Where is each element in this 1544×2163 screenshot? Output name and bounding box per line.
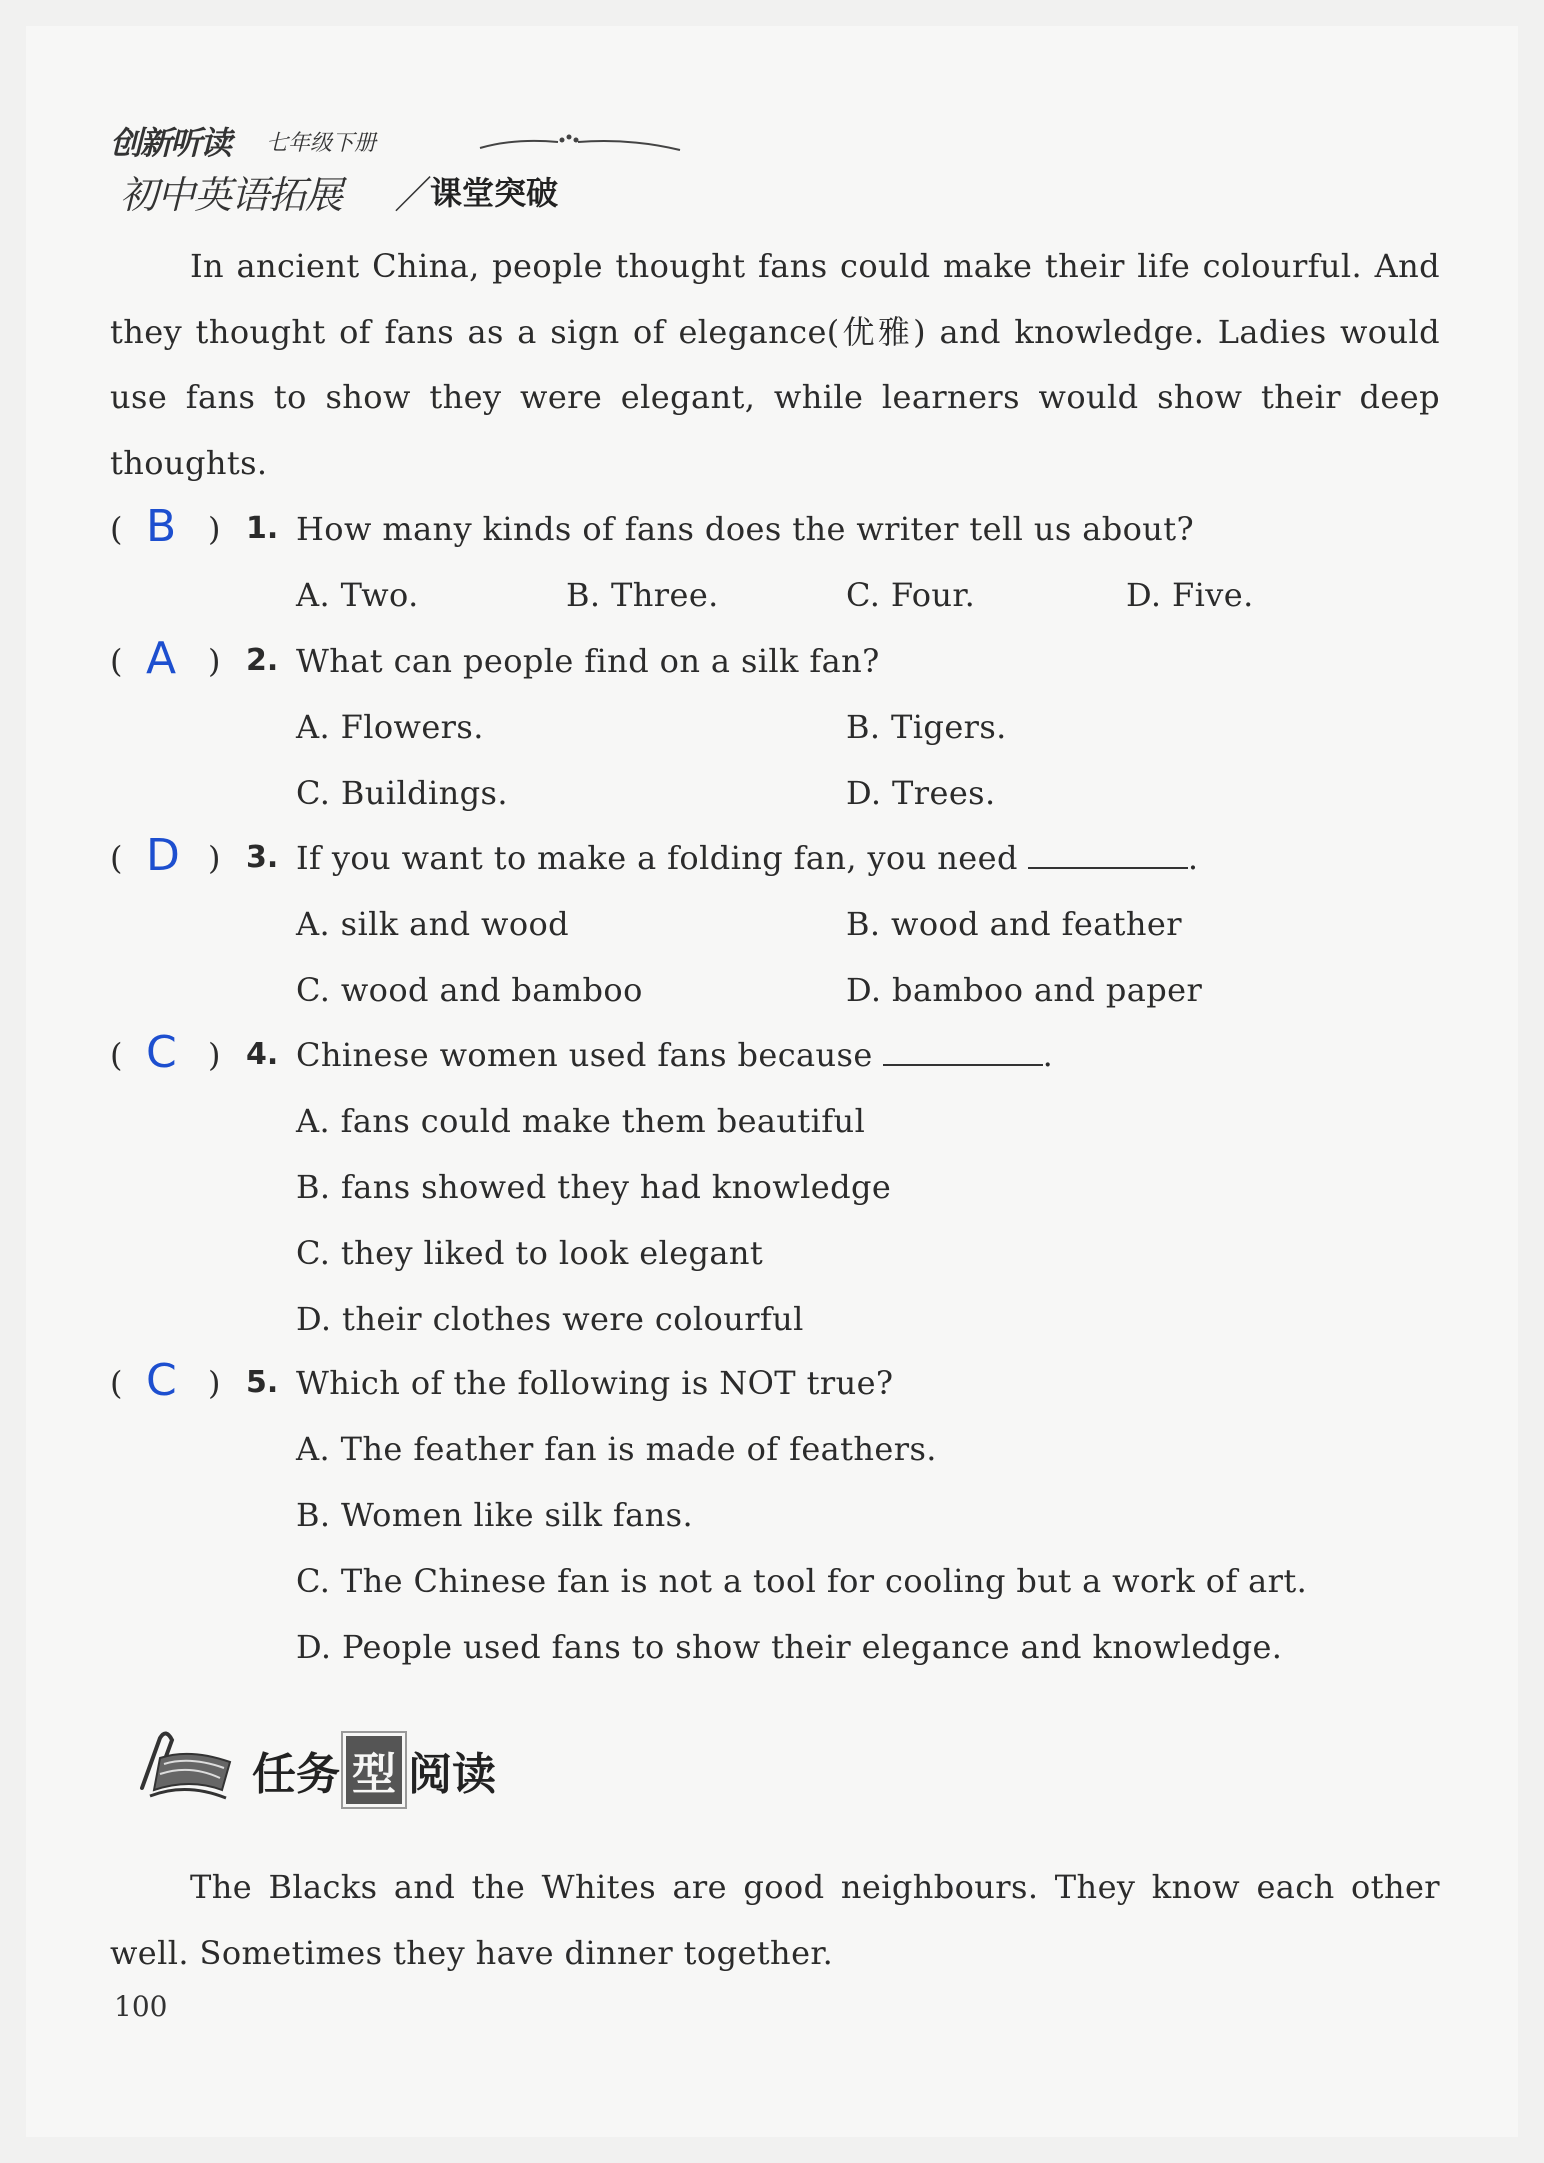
option-b: B. Tigers.	[846, 708, 1007, 746]
answer-paren-close: )	[208, 1364, 221, 1402]
question-stem: Which of the following is NOT true?	[296, 1364, 894, 1402]
answer-mark: C	[146, 1355, 177, 1406]
answer-mark: D	[146, 830, 180, 881]
option-d: D. Five.	[1126, 576, 1254, 614]
option-a: A. fans could make them beautiful	[296, 1102, 866, 1140]
question-1	[110, 496, 1440, 562]
option-d: D. bamboo and paper	[846, 971, 1203, 1009]
subject-title: 初中英语拓展	[120, 173, 343, 217]
task-reading-heading	[130, 1718, 550, 1808]
task-title-part3: 阅读	[408, 1749, 496, 1800]
question-number: 1.	[246, 511, 279, 546]
question-number: 5.	[246, 1365, 279, 1400]
answer-blank	[1028, 827, 1188, 869]
question-3	[110, 825, 1440, 891]
header-ornament-icon	[440, 128, 690, 158]
answer-paren-open: (	[110, 1364, 123, 1402]
answer-paren-open: (	[110, 510, 123, 548]
option-a: A. The feather fan is made of feathers.	[296, 1430, 937, 1468]
question-4	[110, 1022, 1440, 1088]
grade-label: 七年级下册	[266, 131, 377, 156]
option-c: C. The Chinese fan is not a tool for cooling but a work of art.	[296, 1562, 1308, 1600]
second-passage-paragraph: The Blacks and the Whites are good neighbours. They know each other well. Sometimes they have dinner together.	[110, 1868, 1440, 1972]
option-a: A. Flowers.	[296, 708, 484, 746]
brand-title: 创新听读	[110, 124, 231, 162]
question-number: 3.	[246, 840, 279, 875]
question-number: 2.	[246, 643, 279, 678]
question-stem-end: .	[1042, 1036, 1054, 1074]
answer-mark: C	[146, 1027, 177, 1078]
option-c: C. Buildings.	[296, 774, 508, 812]
question-stem	[296, 1022, 1053, 1088]
option-c: C. Four.	[846, 576, 976, 614]
question-stem-end: .	[1187, 839, 1199, 877]
task-title-part2: 型	[346, 1736, 402, 1804]
question-stem: What can people find on a silk fan?	[296, 642, 880, 680]
option-b: B. wood and feather	[846, 905, 1182, 943]
question-5	[110, 1350, 1440, 1416]
answer-paren-open: (	[110, 1036, 123, 1074]
header-divider: ／	[394, 173, 433, 217]
open-book-icon	[130, 1718, 250, 1808]
answer-paren-open: (	[110, 642, 123, 680]
task-reading-title	[252, 1736, 496, 1804]
passage-paragraph: In ancient China, people thought fans could make their life colourful. And they thought of fans as a sign of elegance(优雅) and knowledge. Ladies would use fans to show they were elegant, while learners would show their deep thoughts.	[110, 247, 1440, 482]
answer-mark: B	[146, 501, 177, 552]
answer-mark: A	[146, 633, 177, 684]
option-a: A. Two.	[296, 576, 419, 614]
page-number: 100	[114, 1990, 168, 2023]
option-c: C. wood and bamboo	[296, 971, 643, 1009]
option-b: B. Three.	[566, 576, 719, 614]
answer-paren-close: )	[208, 510, 221, 548]
option-d: D. People used fans to show their elegance and knowledge.	[296, 1628, 1283, 1666]
question-stem	[296, 825, 1198, 891]
section-name: 课堂突破	[430, 174, 559, 212]
answer-blank	[883, 1024, 1043, 1066]
option-b: B. fans showed they had knowledge	[296, 1168, 892, 1206]
option-b: B. Women like silk fans.	[296, 1496, 694, 1534]
option-c: C. they liked to look elegant	[296, 1234, 764, 1272]
question-stem-text: If you want to make a folding fan, you need	[296, 839, 1018, 877]
answer-paren-close: )	[208, 1036, 221, 1074]
answer-paren-close: )	[208, 839, 221, 877]
option-d: D. Trees.	[846, 774, 996, 812]
option-d: D. their clothes were colourful	[296, 1300, 804, 1338]
question-stem: How many kinds of fans does the writer tell us about?	[296, 510, 1195, 548]
answer-paren-close: )	[208, 642, 221, 680]
question-2	[110, 628, 1440, 694]
task-title-part1: 任务	[252, 1749, 340, 1800]
question-stem-text: Chinese women used fans because	[296, 1036, 873, 1074]
option-a: A. silk and wood	[296, 905, 570, 943]
answer-paren-open: (	[110, 839, 123, 877]
page-header	[110, 118, 630, 218]
question-number: 4.	[246, 1037, 279, 1072]
